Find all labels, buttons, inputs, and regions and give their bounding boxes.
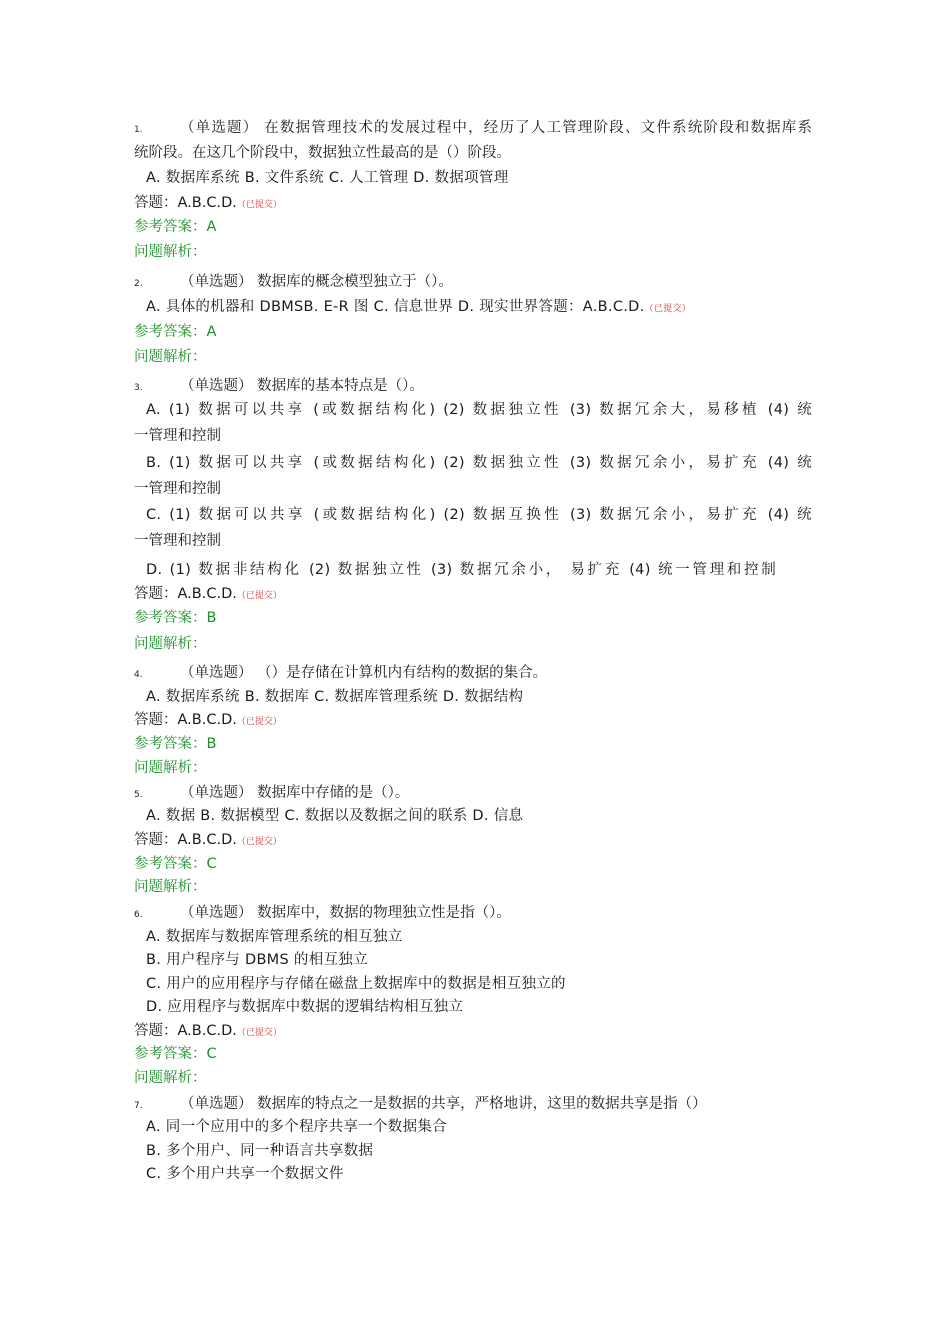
question-number: 4. <box>134 670 143 680</box>
submitted-badge: （已提交） <box>644 304 692 314</box>
reference-prefix: 参考答案： <box>134 736 207 752</box>
reference-answer <box>134 854 217 874</box>
answer-prefix: 答题： <box>134 712 178 728</box>
reference-answer <box>134 1044 217 1064</box>
option-a: A. 数据库与数据库管理系统的相互独立 <box>146 929 403 945</box>
question-number: 3. <box>134 383 143 393</box>
analysis-label: 问题解析： <box>134 636 207 652</box>
question-stem: （单选题） 数据库的基本特点是（）。 <box>180 378 424 394</box>
reference-value: C <box>206 1046 217 1062</box>
option-c: C. (1) 数据可以共享 (或数据结构化) (2) 数据互换性 (3) 数据冗余小，易扩充 (4) 统 <box>146 507 812 523</box>
reference-prefix: 参考答案： <box>134 219 207 235</box>
analysis-label: 问题解析： <box>134 349 207 365</box>
answer-prefix: 答题： <box>134 195 178 211</box>
question-number: 5. <box>134 790 143 800</box>
option-a: A. (1) 数据可以共享 (或数据结构化) (2) 数据独立性 (3) 数据冗余大，易移植 (4) 统 <box>146 402 812 418</box>
option-b-continued: 一管理和控制 <box>134 481 221 497</box>
question-stem: （单选题） 在数据管理技术的发展过程中，经历了人工管理阶段、文件系统阶段和数据库系 <box>180 120 812 136</box>
reference-answer <box>134 217 216 237</box>
answer-value: A.B.C.D. <box>177 586 237 602</box>
reference-answer <box>134 734 216 754</box>
reference-answer <box>134 608 216 628</box>
options-text: A. 具体的机器和 DBMSB. E-R 图 C. 信息世界 D. 现实世界答题：A.B.C.D. <box>146 299 645 315</box>
answer-value: A.B.C.D. <box>177 1023 237 1039</box>
answer-value: A.B.C.D. <box>177 195 237 211</box>
reference-value: B <box>206 736 217 752</box>
reference-prefix: 参考答案： <box>134 610 207 626</box>
answer-line <box>134 193 282 215</box>
question-stem: （单选题） 数据库中存储的是（）。 <box>180 785 410 801</box>
question-stem-continued: 统阶段。在这几个阶段中，数据独立性最高的是（）阶段。 <box>134 145 511 161</box>
option-d: D. (1) 数据非结构化 (2) 数据独立性 (3) 数据冗余小， 易扩充 (4) 统一管理和控制 <box>146 562 776 578</box>
reference-prefix: 参考答案： <box>134 324 207 340</box>
answer-line <box>134 1021 282 1043</box>
answer-line <box>134 710 282 732</box>
question-stem: （单选题） 数据库的概念模型独立于（）。 <box>180 274 453 290</box>
reference-value: B <box>206 610 217 626</box>
options-line: A. 数据库系统 B. 文件系统 C. 人工管理 D. 数据项管理 <box>146 170 509 186</box>
submitted-badge: （已提交） <box>236 717 282 727</box>
answer-value: A.B.C.D. <box>177 712 237 728</box>
analysis-label: 问题解析： <box>134 1070 207 1086</box>
reference-prefix: 参考答案： <box>134 1046 207 1062</box>
submitted-badge: （已提交） <box>236 200 282 210</box>
submitted-badge: （已提交） <box>236 837 282 847</box>
reference-answer <box>134 322 216 342</box>
option-b: B. (1) 数据可以共享 (或数据结构化) (2) 数据独立性 (3) 数据冗余小，易扩充 (4) 统 <box>146 455 812 471</box>
option-c: C. 多个用户共享一个数据文件 <box>146 1166 344 1182</box>
options-line: A. 数据 B. 数据模型 C. 数据以及数据之间的联系 D. 信息 <box>146 808 524 824</box>
option-a-continued: 一管理和控制 <box>134 428 221 444</box>
question-number: 2. <box>134 279 143 289</box>
question-stem: （单选题） （）是存储在计算机内有结构的数据的集合。 <box>180 665 548 681</box>
option-c: C. 用户的应用程序与存储在磁盘上数据库中的数据是相互独立的 <box>146 976 566 992</box>
options-line <box>146 297 691 319</box>
question-stem: （单选题） 数据库中，数据的物理独立性是指（）。 <box>180 905 511 921</box>
answer-prefix: 答题： <box>134 1023 178 1039</box>
analysis-label: 问题解析： <box>134 879 207 895</box>
submitted-badge: （已提交） <box>236 1028 282 1038</box>
option-d: D. 应用程序与数据库中数据的逻辑结构相互独立 <box>146 999 464 1015</box>
question-number: 6. <box>134 910 143 920</box>
reference-value: A <box>206 324 217 340</box>
option-b: B. 多个用户、同一种语言共享数据 <box>146 1143 374 1159</box>
reference-value: C <box>206 856 217 872</box>
question-number: 7. <box>134 1101 143 1111</box>
option-b: B. 用户程序与 DBMS 的相互独立 <box>146 952 368 968</box>
reference-value: A <box>206 219 217 235</box>
question-stem: （单选题） 数据库的特点之一是数据的共享，严格地讲，这里的数据共享是指（） <box>180 1096 707 1112</box>
reference-prefix: 参考答案： <box>134 856 207 872</box>
answer-value: A.B.C.D. <box>177 832 237 848</box>
analysis-label: 问题解析： <box>134 760 207 776</box>
option-a: A. 同一个应用中的多个程序共享一个数据集合 <box>146 1119 447 1135</box>
question-number: 1. <box>134 125 143 135</box>
answer-line <box>134 830 282 852</box>
options-line: A. 数据库系统 B. 数据库 C. 数据库管理系统 D. 数据结构 <box>146 689 524 705</box>
answer-prefix: 答题： <box>134 832 178 848</box>
submitted-badge: （已提交） <box>236 591 282 601</box>
option-c-continued: 一管理和控制 <box>134 533 221 549</box>
answer-prefix: 答题： <box>134 586 178 602</box>
analysis-label: 问题解析： <box>134 244 207 260</box>
answer-line <box>134 584 282 606</box>
